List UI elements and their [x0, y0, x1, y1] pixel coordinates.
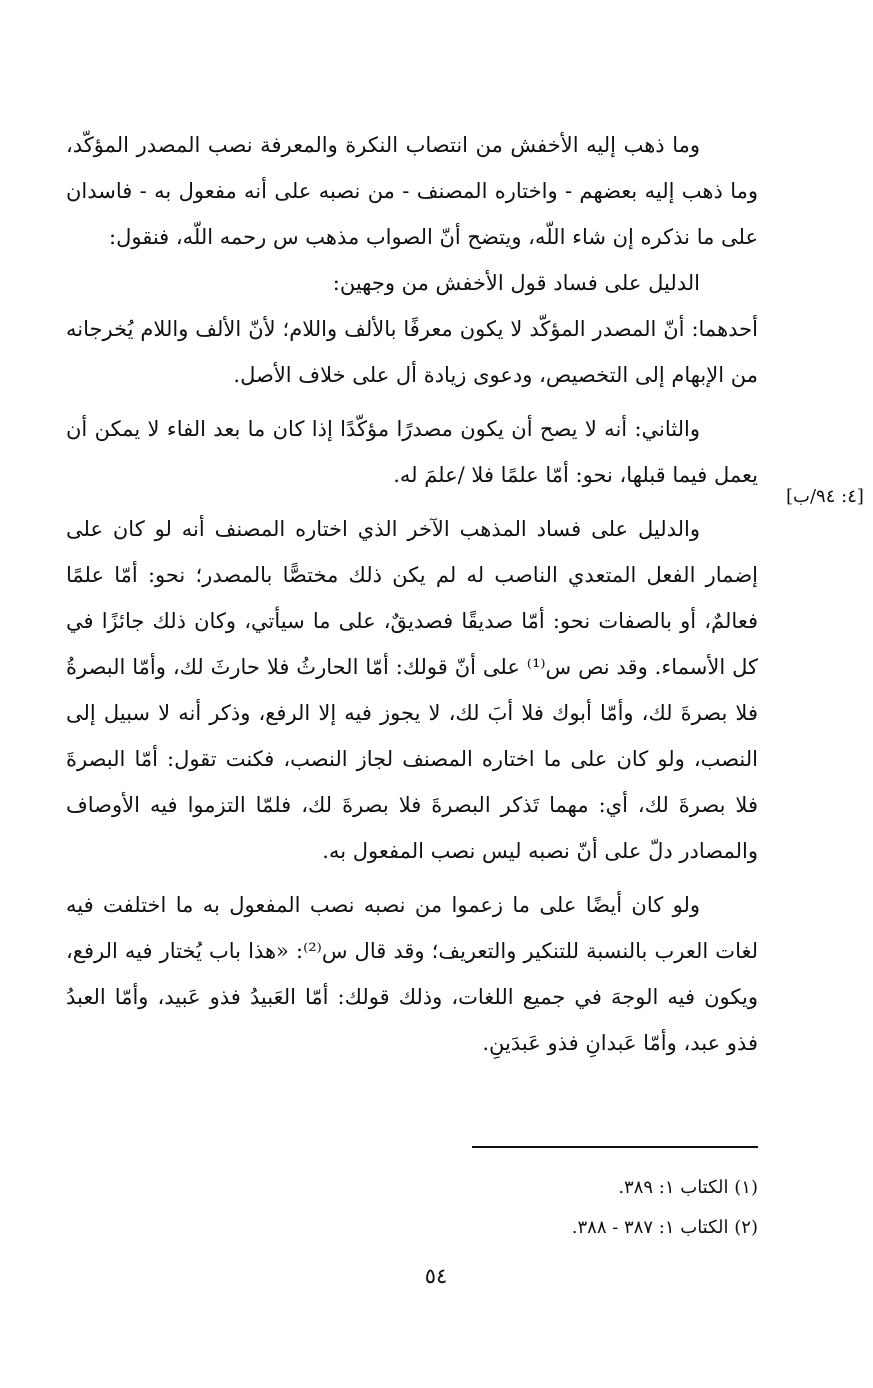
paragraph-6: ولو كان أيضًا على ما زعموا من نصبه نصب المفعول به ما اختلفت فيه لغات العرب بالنسبة للتنكير والتعريف؛ وقد قال س⁽²⁾: «هذا باب يُختار فيه الرفع، ويكون فيه الوجهَ في جميع اللغات، وذلك قولك: أمّا العَبيدُ فذو عَبيد، وأمّا العبدُ فذو عبد، وأمّا عَبدانِ فذو عَبدَينِ.: [66, 893, 758, 1055]
main-text: [66, 122, 758, 1066]
footnote-1: (١) الكتاب ١: ٣٨٩.: [618, 1177, 758, 1198]
paragraph-1: وما ذهب إليه الأخفش من انتصاب النكرة والمعرفة نصب المصدر المؤكّد، وما ذهب إليه بعضهم - واختاره المصنف - من نصبه على أنه مفعول به - فاسدان على ما نذكره إن شاء اللّه، ويتضح أنّ الصواب مذهب س رحمه اللّه، فنقول:: [66, 133, 758, 249]
paragraph-5: والدليل على فساد المذهب الآخر الذي اختاره المصنف أنه لو كان على إضمار الفعل المتعدي الناصب له لم يكن ذلك مختصًّا بالمصدر؛ نحو: أمّا علمًا فعالمٌ، أو بالصفات نحو: أمّا صديقًا فصديقٌ، على ما سيأتي، وكان ذلك جائزًا في كل الأسماء. وقد نص س⁽¹⁾ على أنّ قولك: أمّا الحارثُ فلا حارثَ لك، وأمّا البصرةُ فلا بصرةَ لك، وأمّا أبوك فلا أبَ لك، لا يجوز فيه إلا الرفع، وذكر أنه لا سبيل إلى النصب، ولو كان على ما اختاره المصنف لجاز النصب، فكنت تقول: أمّا البصرةَ فلا بصرةَ لك، أي: مهما تَذكر البصرةَ فلا بصرةَ لك، فلمّا التزموا فيه الأوصاف والمصادر دلّ على أنّ نصبه ليس نصب المفعول به.: [66, 517, 758, 863]
paragraph-3: أحدهما: أنّ المصدر المؤكّد لا يكون معرفًا بالألف واللام؛ لأنّ الألف واللام يُخرجانه من الإبهام إلى التخصيص، ودعوى زيادة أل على خلاف الأصل.: [66, 317, 758, 387]
paragraph-2: الدليل على فساد قول الأخفش من وجهين:: [332, 271, 700, 295]
footnotes: [300, 1168, 758, 1248]
page-number: ٥٤: [424, 1264, 448, 1288]
footnote-2: (٢) الكتاب ١: ٣٨٧ - ٣٨٨.: [571, 1217, 758, 1238]
margin-reference: [٤: ٩٤/ب]: [786, 486, 864, 507]
footnote-divider: [472, 1146, 758, 1148]
paragraph-4: والثاني: أنه لا يصح أن يكون مصدرًا مؤكّدًا إذا كان ما بعد الفاء لا يمكن أن يعمل فيما قبلها، نحو: أمّا علمًا فلا /علمَ له.: [66, 417, 758, 487]
